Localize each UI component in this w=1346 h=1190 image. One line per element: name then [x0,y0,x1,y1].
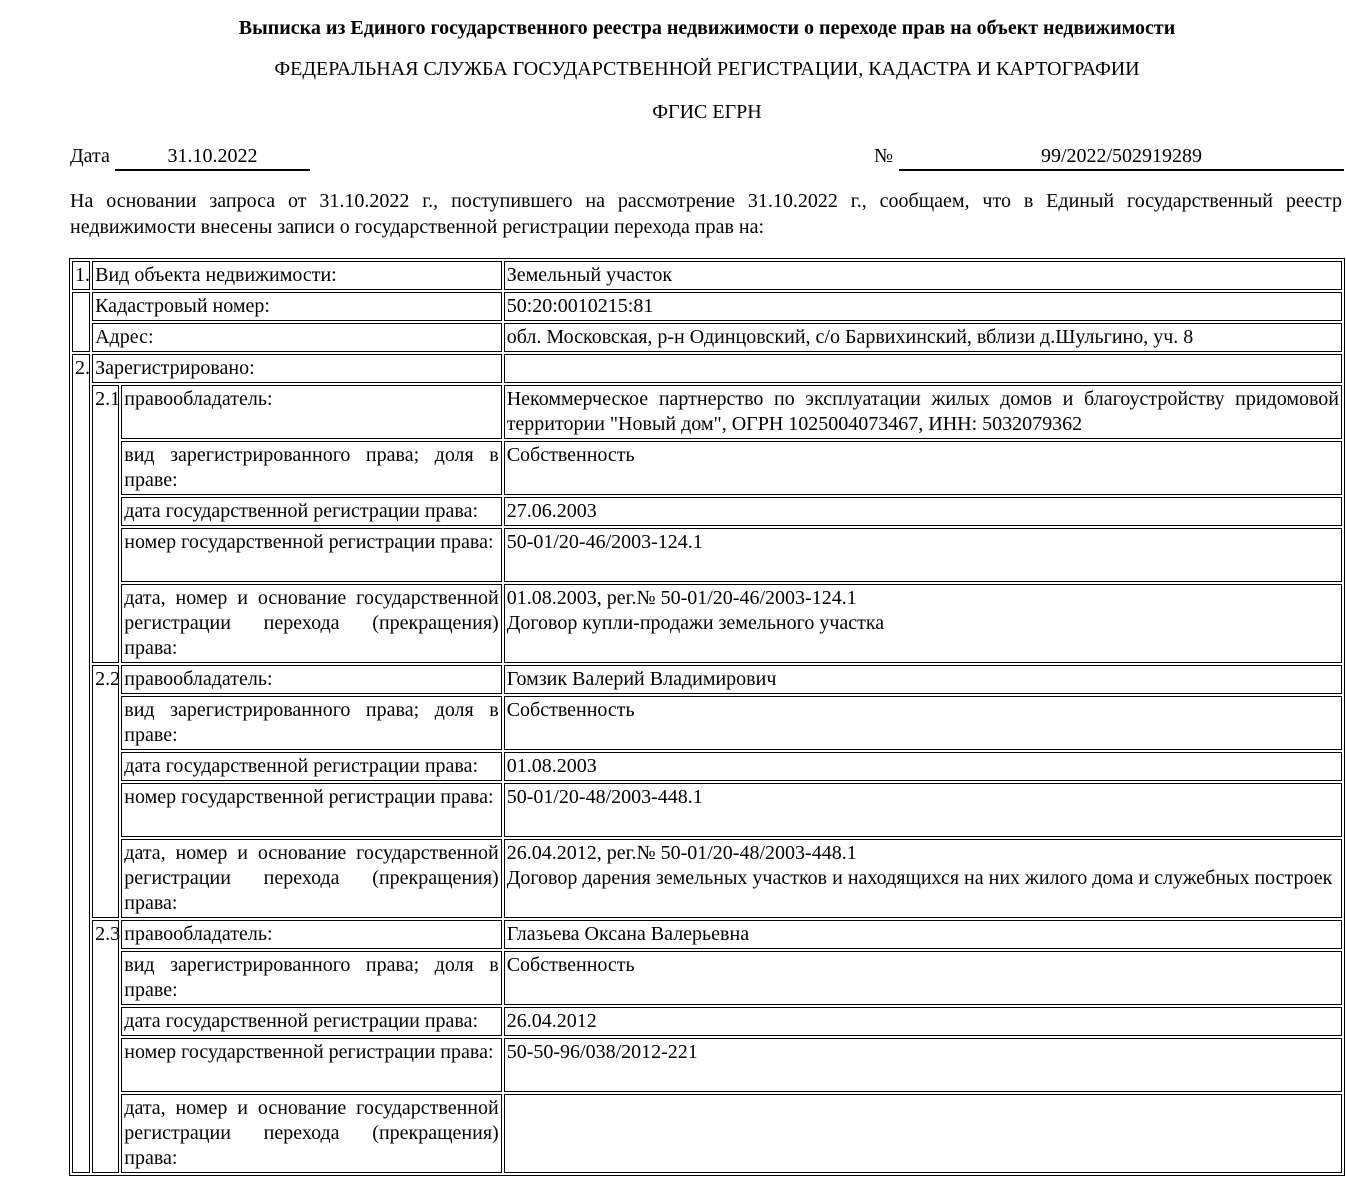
number-value: 99/2022/502919289 [899,145,1344,171]
reg-number-value: 50-01/20-48/2003-448.1 [504,783,1342,837]
reg-date-value: 27.06.2003 [504,497,1342,526]
reg-number-label: номер государственной регистрации права: [121,783,501,837]
entry-number: 2.3 [92,920,119,1173]
holder-label: правообладатель: [121,920,501,949]
holder-label: правообладатель: [121,385,501,439]
row-number: 1. [72,261,90,290]
right-type-value: Собственность [504,951,1342,1005]
transfer-value [504,584,1342,663]
table-row [72,1007,1342,1036]
row-number: 2. [72,354,90,1173]
intro-paragraph: На основании запроса от 31.10.2022 г., поступившего на рассмотрение 31.10.2022 г., сообщаем, что в Единый государственный реестр недвижимости внесены записи о государственной регистрации перехода прав на: [70,190,1342,238]
table-row [72,584,1342,663]
table-row [72,1038,1342,1092]
table-row [72,1094,1342,1173]
transfer-line-1: 26.04.2012, рег.№ 50-01/20-48/2003-448.1 [506,842,857,864]
table-row [72,292,1342,321]
right-type-value: Собственность [504,696,1342,750]
entry-number: 2.2 [92,665,119,918]
table-row [72,528,1342,582]
transfer-value [504,1094,1342,1173]
reg-number-label: номер государственной регистрации права: [121,528,501,582]
date-value: 31.10.2022 [115,145,310,171]
address-label: Адрес: [92,323,502,352]
right-type-label: вид зарегистрированного права; доля в праве: [121,441,501,495]
right-type-label: вид зарегистрированного права; доля в праве: [121,696,501,750]
table-row [72,441,1342,495]
table-row [72,261,1342,290]
number-label: № [874,145,894,167]
transfer-line-2: Договор дарения земельных участков и находящихся на них жилого дома и служебных построек [506,867,1333,889]
table-row [72,783,1342,837]
cadastral-label: Кадастровый номер: [92,292,502,321]
reg-date-value: 26.04.2012 [504,1007,1342,1036]
table-row [72,920,1342,949]
object-type-label: Вид объекта недвижимости: [92,261,502,290]
holder-value: Глазьева Оксана Валерьевна [504,920,1342,949]
holder-label: правообладатель: [121,665,501,694]
row-number-cell [72,292,90,352]
transfer-label: дата, номер и основание государственной регистрации перехода (прекращения) права: [121,584,501,663]
right-type-value: Собственность [504,441,1342,495]
transfer-label: дата, номер и основание государственной регистрации перехода (прекращения) права: [121,1094,501,1173]
system-name: ФГИС ЕГРН [652,101,762,123]
holder-value: Некоммерческое партнерство по эксплуатации жилых домов и благоустройству придомовой территории "Новый дом", ОГРН 1025004073467, ИНН: 5032079362 [504,385,1342,439]
agency-name: ФЕДЕРАЛЬНАЯ СЛУЖБА ГОСУДАРСТВЕННОЙ РЕГИСТРАЦИИ, КАДАСТРА И КАРТОГРАФИИ [274,58,1140,80]
reg-number-label: номер государственной регистрации права: [121,1038,501,1092]
registry-table [69,258,1345,1176]
table-row [72,497,1342,526]
object-type-value: Земельный участок [504,261,1342,290]
table-row [72,839,1342,918]
document-title: Выписка из Единого государственного реестра недвижимости о переходе прав на объект недвижимости [238,17,1176,39]
registered-label: Зарегистрировано: [92,354,502,383]
table-row [72,665,1342,694]
table-row [72,752,1342,781]
table-row [72,385,1342,439]
entry-number: 2.1 [92,385,119,663]
cadastral-value: 50:20:0010215:81 [504,292,1342,321]
transfer-line-1: 01.08.2003, рег.№ 50-01/20-46/2003-124.1 [506,587,857,609]
reg-date-label: дата государственной регистрации права: [121,497,501,526]
registered-value [504,354,1342,383]
transfer-line-2: Договор купли-продажи земельного участка [506,612,885,634]
reg-number-value: 50-01/20-46/2003-124.1 [504,528,1342,582]
reg-date-label: дата государственной регистрации права: [121,1007,501,1036]
table-row [72,323,1342,352]
holder-value: Гомзик Валерий Владимирович [504,665,1342,694]
date-label: Дата [70,145,110,167]
table-row [72,951,1342,1005]
table-row [72,354,1342,383]
transfer-value [504,839,1342,918]
reg-date-value: 01.08.2003 [504,752,1342,781]
address-value: обл. Московская, р-н Одинцовский, с/о Барвихинский, вблизи д.Шульгино, уч. 8 [504,323,1342,352]
table-row [72,696,1342,750]
reg-number-value: 50-50-96/038/2012-221 [504,1038,1342,1092]
right-type-label: вид зарегистрированного права; доля в праве: [121,951,501,1005]
transfer-label: дата, номер и основание государственной регистрации перехода (прекращения) права: [121,839,501,918]
reg-date-label: дата государственной регистрации права: [121,752,501,781]
